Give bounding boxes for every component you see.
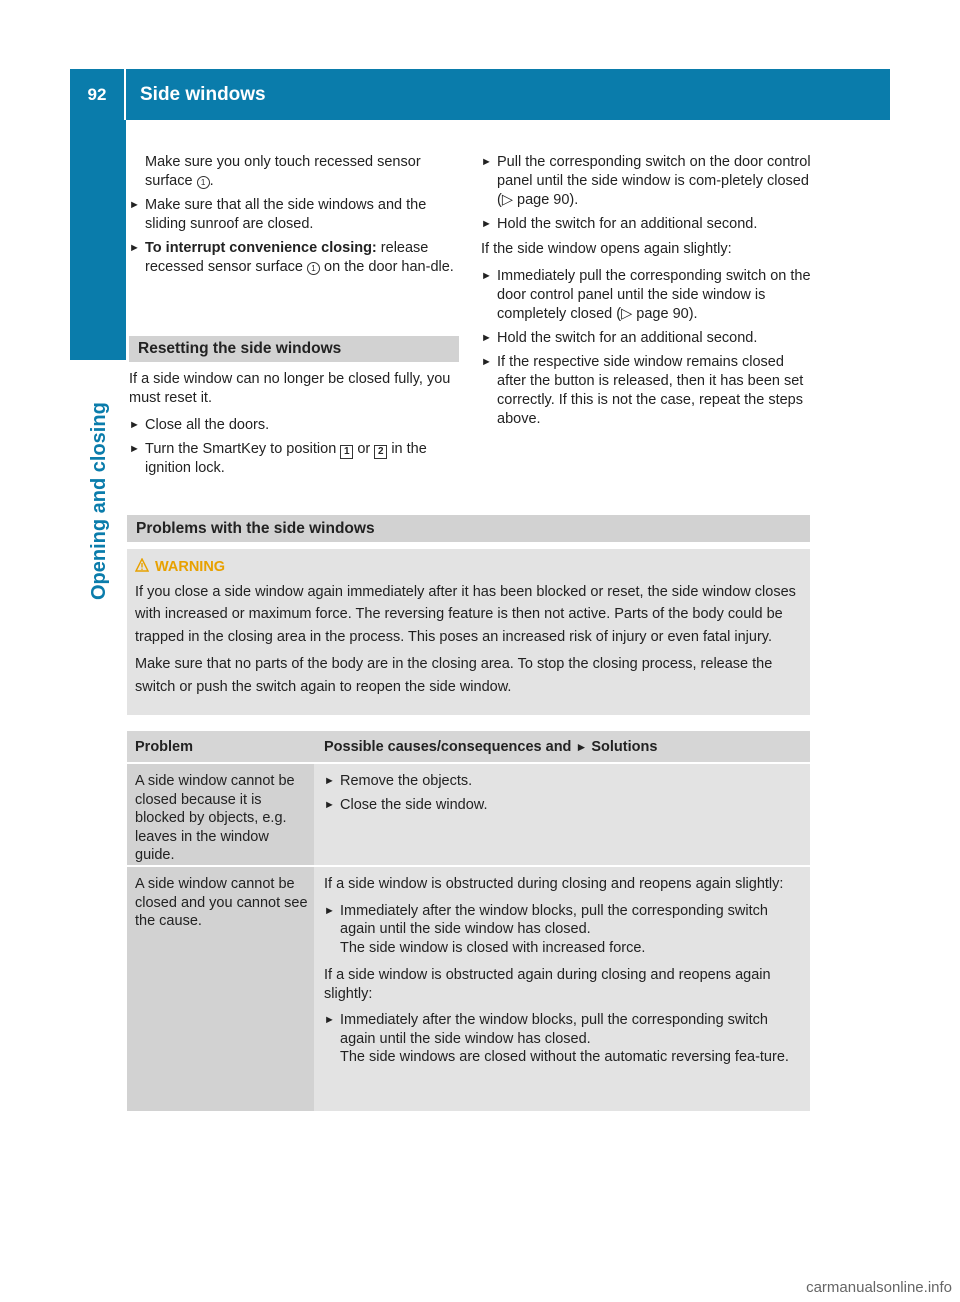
warning-box bbox=[127, 549, 810, 715]
list-item: ► Turn the SmartKey to position 1 or 2 in the ignition lock. bbox=[129, 441, 427, 476]
section-heading: Resetting the side windows bbox=[129, 336, 459, 362]
list-item: ► Immediately pull the corresponding switch on the door control panel until the side window is completely closed (▷ page 90). bbox=[481, 268, 811, 322]
list-item: ► Remove the objects. bbox=[324, 773, 473, 789]
arrow-icon: ► bbox=[575, 740, 588, 754]
list-item: ► Hold the switch for an additional second. bbox=[481, 216, 758, 232]
arrow-icon: ► bbox=[481, 356, 492, 368]
list-item: ► Immediately after the window blocks, pull the corresponding switch again until the side window has closed. The side windows are closed without the automatic reversing fea-ture. bbox=[324, 1012, 789, 1065]
table-header bbox=[127, 731, 810, 762]
watermark-text: carmanualsonline.info bbox=[806, 1279, 952, 1296]
sensor-ref-icon: 1 bbox=[197, 176, 210, 189]
side-tab-bar bbox=[70, 120, 126, 360]
problem-cell: A side window cannot be closed and you cannot see the cause. bbox=[127, 867, 314, 1111]
list-item: ► Make sure that all the side windows and the sliding sunroof are closed. bbox=[129, 197, 427, 232]
page-number: 92 bbox=[70, 69, 126, 120]
problems-section bbox=[127, 515, 810, 542]
list-item: ► If the respective side window remains closed after the button is released, then it has been set correctly. If this is not the case, repeat the steps above. bbox=[481, 354, 804, 427]
reset-section bbox=[129, 336, 459, 483]
arrow-icon: ► bbox=[129, 242, 140, 254]
warning-title: WARNING bbox=[135, 556, 802, 579]
table-row bbox=[127, 867, 810, 1111]
list-item: ► Immediately after the window blocks, pull the corresponding switch again until the side window has closed. The side window is closed with increased force. bbox=[324, 902, 768, 956]
right-column bbox=[481, 153, 811, 434]
warning-text-1: If you close a side window again immediately after it has been blocked or reset, the side window closes with increased or maximum force. The reversing feature is then not active. Parts of the body could be trapped in the closing area in the process. This poses an increased risk of injury or even fatal injury. bbox=[135, 583, 796, 645]
position-1-icon: 1 bbox=[340, 445, 353, 459]
warning-triangle-icon bbox=[135, 558, 149, 572]
arrow-icon: ► bbox=[129, 443, 140, 455]
reset-intro: If a side window can no longer be closed fully, you must reset it. bbox=[129, 371, 451, 406]
position-2-icon: 2 bbox=[374, 445, 387, 459]
arrow-icon: ► bbox=[324, 1014, 335, 1026]
arrow-icon: ► bbox=[324, 775, 335, 787]
sensor-ref-icon: 1 bbox=[307, 262, 320, 275]
opens-again-text: If the side window opens again slightly: bbox=[481, 241, 732, 257]
solution-cell bbox=[314, 764, 810, 865]
arrow-icon: ► bbox=[324, 798, 335, 811]
chapter-tab: Opening and closing bbox=[88, 402, 110, 600]
arrow-icon: ► bbox=[324, 904, 335, 917]
list-item: ► Pull the corresponding switch on the door control panel until the side window is com-pletely closed (▷ page 90). bbox=[481, 154, 811, 208]
section-heading: Problems with the side windows bbox=[127, 515, 810, 542]
page-header bbox=[70, 69, 890, 120]
problem-cell: A side window cannot be closed because it is blocked by objects, e.g. leaves in the window guide. bbox=[127, 764, 314, 865]
arrow-icon: ► bbox=[129, 419, 140, 431]
intro-text: Make sure you only touch recessed sensor surface 1 . bbox=[145, 154, 421, 189]
solution-cell: If a side window is obstructed during closing and reopens again slightly: ► Immediately after the window blocks, pull the corresponding switch again until the side window has closed. The side window is closed with increased force. If a side window is obstructed again during closing and reopens again slightly: ► Immediately after the window blocks, pull the corresponding switch again until the side window has closed. The side windows are closed without the automatic reversing fea-ture. bbox=[314, 867, 810, 1111]
table-row bbox=[127, 764, 810, 865]
list-item: ► To interrupt convenience closing: release recessed sensor surface 1 on the door han-dle. bbox=[129, 240, 454, 275]
arrow-icon: ► bbox=[129, 199, 140, 211]
page-title: Side windows bbox=[140, 83, 266, 105]
arrow-icon: ► bbox=[481, 218, 492, 230]
list-item: ► Close all the doors. bbox=[129, 417, 270, 433]
list-item: ► Hold the switch for an additional second. bbox=[481, 330, 758, 346]
arrow-icon: ► bbox=[481, 270, 492, 282]
arrow-icon: ► bbox=[481, 332, 492, 344]
left-column bbox=[129, 153, 459, 282]
warning-text-2: Make sure that no parts of the body are in the closing area. To stop the closing process, release the switch or push the switch again to reopen the side window. bbox=[135, 656, 773, 695]
column-header-problem: Problem bbox=[127, 731, 314, 762]
problem-table bbox=[127, 731, 810, 1111]
column-header-solutions: Possible causes/consequences and ► Solutions bbox=[314, 731, 810, 762]
list-item: ► Close the side window. bbox=[324, 796, 488, 813]
arrow-icon: ► bbox=[481, 156, 492, 168]
